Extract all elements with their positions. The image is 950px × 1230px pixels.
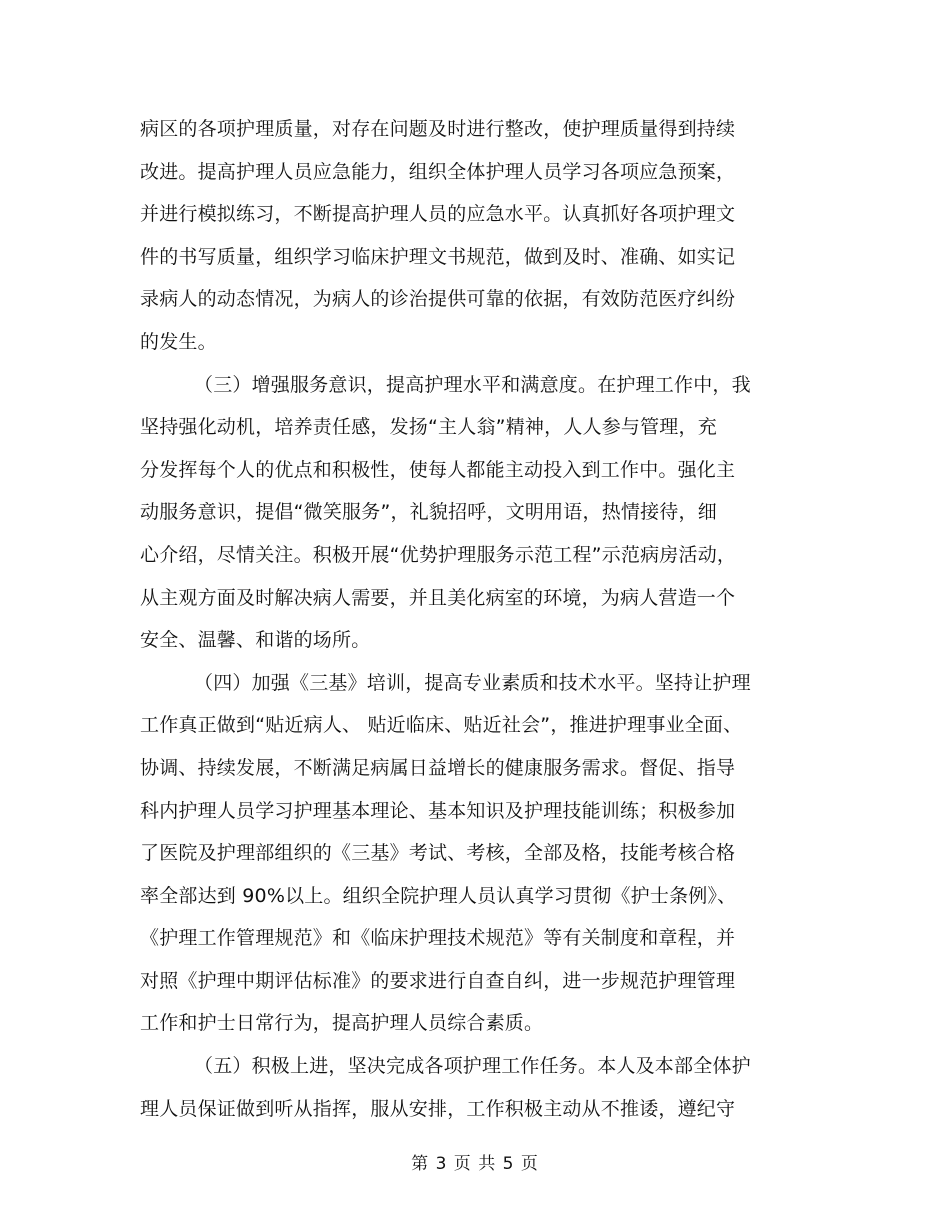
text-line: 工作和护士日常行为，提高护理人员综合素质。 bbox=[140, 1012, 544, 1035]
text-line: 坚持强化动机，培养责任感，发扬“主人翁”精神，人人参与管理，充 bbox=[140, 416, 717, 439]
text-line: 件的书写质量，组织学习临床护理文书规范，做到及时、准确、如实记 bbox=[140, 245, 736, 268]
text-line: 心介绍，尽情关注。积极开展“优势护理服务示范工程”示范病房活动， bbox=[140, 543, 737, 566]
paragraph-quality-control bbox=[140, 108, 820, 364]
text-line: （四）加强《三基》培训，提高专业素质和技术水平。坚持让护理 bbox=[194, 671, 751, 694]
paragraph-complete-tasks bbox=[140, 1045, 820, 1130]
text-line: 录病人的动态情况，为病人的诊治提供可靠的依据，有效防范医疗纠纷 bbox=[140, 288, 736, 311]
text-line: 病区的各项护理质量，对存在问题及时进行整改，使护理质量得到持续 bbox=[140, 118, 736, 140]
text-line: 对照《护理中期评估标准》的要求进行自查自纠，进一步规范护理管理 bbox=[140, 969, 736, 992]
text-line: 理人员保证做到听从指挥，服从安排，工作积极主动从不推诿，遵纪守 bbox=[140, 1097, 736, 1120]
text-line: 动服务意识，提倡“微笑服务”，礼貌招呼，文明用语，热情接待，细 bbox=[140, 501, 717, 524]
text-line: （五）积极上进，坚决完成各项护理工作任务。本人及本部全体护 bbox=[194, 1055, 751, 1078]
text-line: 工作真正做到“贴近病人、 贴近临床、贴近社会”，推进护理事业全面、 bbox=[140, 714, 743, 737]
text-line: 并进行模拟练习，不断提高护理人员的应急水平。认真抓好各项护理文 bbox=[140, 203, 736, 226]
text-line: （三）增强服务意识，提高护理水平和满意度。在护理工作中，我 bbox=[194, 373, 751, 396]
text-line: 协调、持续发展，不断满足病属日益增长的健康服务需求。督促、指导 bbox=[140, 756, 736, 779]
text-line: 从主观方面及时解决病人需要，并且美化病室的环境，为病人营造一个 bbox=[140, 586, 736, 609]
paragraph-sanji-training bbox=[140, 662, 820, 1045]
text-line: 科内护理人员学习护理基本理论、基本知识及护理技能训练；积极参加 bbox=[140, 799, 736, 822]
text-line: 分发挥每个人的优点和积极性，使每人都能主动投入到工作中。强化主 bbox=[140, 458, 736, 481]
text-line: 率全部达到 90%以上。组织全院护理人员认真学习贯彻《护士条例》、 bbox=[140, 884, 737, 907]
text-line: 《护理工作管理规范》和《临床护理技术规范》等有关制度和章程，并 bbox=[140, 927, 736, 950]
paragraph-service-awareness bbox=[140, 364, 820, 662]
text-line: 了医院及护理部组织的《三基》考试、考核，全部及格，技能考核合格 bbox=[140, 842, 736, 865]
text-line: 的发生。 bbox=[140, 330, 217, 353]
page-number-footer: 第 3 页 共 5 页 bbox=[411, 1154, 539, 1174]
document-body bbox=[140, 108, 820, 1130]
text-line: 安全、温馨、和谐的场所。 bbox=[140, 629, 371, 652]
text-line: 改进。提高护理人员应急能力，组织全体护理人员学习各项应急预案， bbox=[140, 160, 736, 183]
